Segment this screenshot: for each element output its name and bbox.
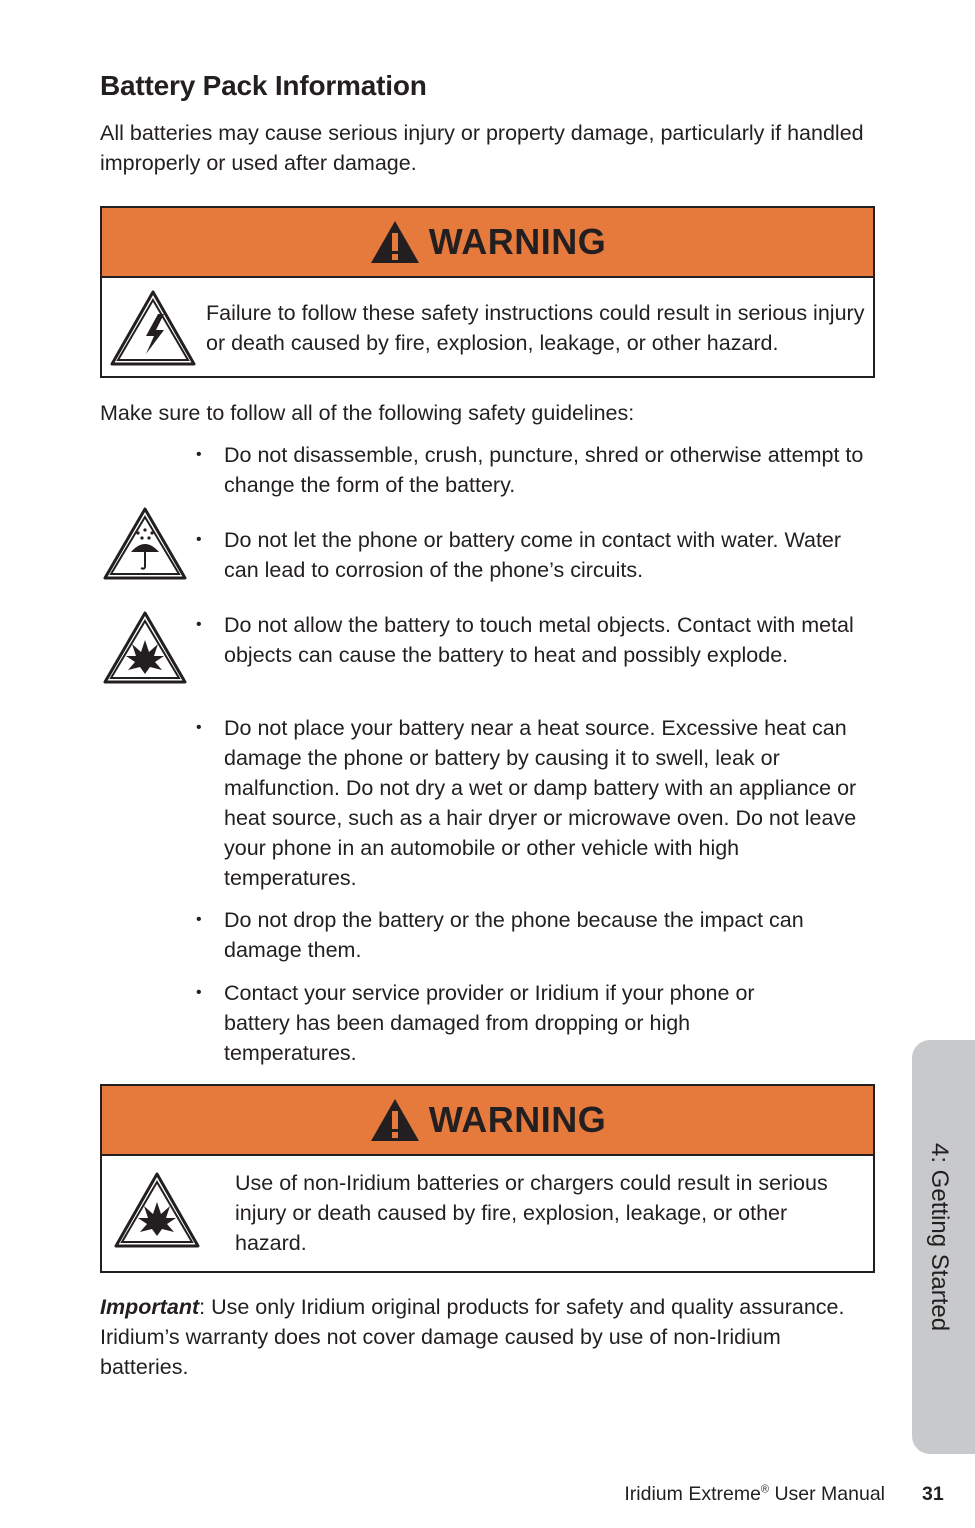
important-text: : Use only Iridium original products for safety and quality assurance. Iridium’s warranty does not cover damage caused by use of non-Iridium batteries. (100, 1295, 845, 1379)
footer-manual-title (624, 1483, 885, 1506)
warning-header (102, 208, 873, 278)
warning-text: Failure to follow these safety instructions could result in serious injury or death caused by fire, explosion, leakage, or other hazard. (206, 301, 865, 355)
warning-triangle-icon (369, 219, 421, 265)
footer-manual-suffix: User Manual (769, 1483, 885, 1505)
list-item (196, 440, 866, 500)
water-umbrella-icon (102, 506, 188, 582)
warning-triangle-icon (369, 1097, 421, 1143)
explosion-icon (102, 610, 188, 686)
electric-shock-icon (108, 288, 198, 368)
intro-paragraph: All batteries may cause serious injury or property damage, particularly if handled improperly or used after damage. (100, 121, 864, 175)
bullet-dot: • (196, 984, 202, 1001)
list-item (196, 610, 866, 670)
warning-header (102, 1086, 873, 1156)
list-item-text: Do not place your battery near a heat source. Excessive heat can damage the phone or battery by causing it to swell, leak or malfunction. Do not dry a wet or damp battery with an appliance or heat source, such as a hair dryer or microwave oven. Do not leave your phone in an automobile or other vehicle with high temperatures. (224, 716, 857, 890)
warning-label: WARNING (428, 1099, 607, 1140)
important-note (100, 1292, 860, 1382)
page-number: 31 (922, 1483, 944, 1505)
bullet-dot: • (196, 531, 202, 548)
warning-box-1 (100, 206, 875, 378)
list-item-text: Do not allow the battery to touch metal objects. Contact with metal objects can cause the battery to heat and possibly explode. (224, 613, 854, 667)
list-item (196, 905, 866, 965)
guidelines-intro: Make sure to follow all of the following safety guidelines: (100, 401, 635, 425)
list-item-text: Do not let the phone or battery come in contact with water. Water can lead to corrosion of the phone’s circuits. (224, 528, 842, 582)
warning-body (102, 278, 873, 376)
list-item (196, 525, 866, 585)
list-item (196, 713, 866, 893)
list-item-text: Do not disassemble, crush, puncture, shred or otherwise attempt to change the form of the battery. (224, 443, 864, 497)
warning-text: Use of non-Iridium batteries or chargers could result in serious injury or death caused by fire, explosion, leakage, or other hazard. (235, 1171, 828, 1255)
important-label: Important (100, 1295, 200, 1319)
registered-mark: ® (760, 1483, 770, 1496)
footer-manual-name: Iridium Extreme (624, 1483, 761, 1505)
list-item-text: Contact your service provider or Iridium if your phone or battery has been damaged from dropping or high temperatures. (224, 981, 755, 1065)
chapter-tab-label: 4: Getting Started (926, 1143, 953, 1332)
bullet-dot: • (196, 911, 202, 928)
list-item-text: Do not drop the battery or the phone because the impact can damage them. (224, 908, 804, 962)
warning-label: WARNING (428, 221, 607, 262)
bullet-dot: • (196, 616, 202, 633)
list-item (196, 978, 816, 1068)
bullet-dot: • (196, 719, 202, 736)
warning-body (102, 1156, 873, 1271)
explosion-icon (112, 1170, 202, 1250)
bullet-dot: • (196, 446, 202, 463)
page-title: Battery Pack Information (100, 70, 427, 101)
warning-box-2 (100, 1084, 875, 1273)
